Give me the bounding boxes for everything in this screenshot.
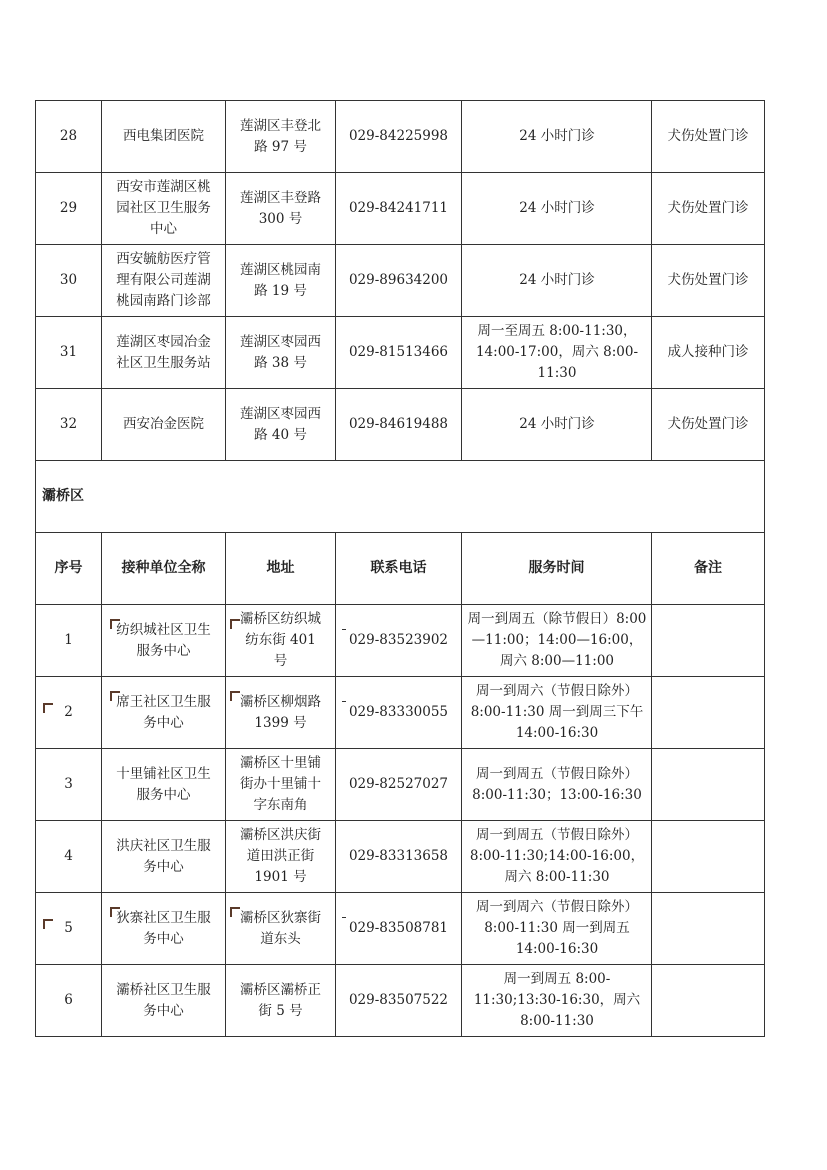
remark: 犬伤处置门诊	[652, 101, 765, 173]
unit-name: 狄寨社区卫生服务中心	[102, 893, 226, 965]
remark	[652, 605, 765, 677]
table-row	[36, 173, 765, 245]
service-time: 24 小时门诊	[462, 245, 652, 317]
remark: 成人接种门诊	[652, 317, 765, 389]
unit-phone: 029-82527027	[336, 749, 462, 821]
unit-address: 莲湖区丰登北路 97 号	[226, 101, 336, 173]
remark	[652, 965, 765, 1037]
unit-address: 灞桥区纺织城纺东街 401 号	[226, 605, 336, 677]
row-number: 1	[36, 605, 102, 677]
service-time: 周一到周五（节假日除外）8:00-11:30;14:00-16:00，周六 8:00-11:30	[462, 821, 652, 893]
unit-phone: 029-89634200	[336, 245, 462, 317]
table-row	[36, 749, 765, 821]
header-number: 序号	[36, 533, 102, 605]
unit-address: 灞桥区狄寨街道东头	[226, 893, 336, 965]
table-row	[36, 821, 765, 893]
remark: 犬伤处置门诊	[652, 245, 765, 317]
district-section-row	[36, 461, 765, 533]
unit-address: 灞桥区灞桥正街 5 号	[226, 965, 336, 1037]
row-number: 28	[36, 101, 102, 173]
edit-mark-icon	[43, 919, 53, 929]
service-time: 周一至周五 8:00-11:30，14:00-17:00，周六 8:00-11:30	[462, 317, 652, 389]
unit-address: 灞桥区洪庆街道田洪正街 1901 号	[226, 821, 336, 893]
row-number: 32	[36, 389, 102, 461]
row-number: 30	[36, 245, 102, 317]
edit-mark-icon	[230, 907, 240, 917]
service-time: 周一到周五（除节假日）8:00—11:00；14:00—16:00，周六 8:00—11:00	[462, 605, 652, 677]
remark	[652, 749, 765, 821]
remark: 犬伤处置门诊	[652, 173, 765, 245]
remark	[652, 893, 765, 965]
unit-name: 莲湖区枣园冶金社区卫生服务站	[102, 317, 226, 389]
table-row	[36, 101, 765, 173]
unit-name: 灞桥社区卫生服务中心	[102, 965, 226, 1037]
row-number: 4	[36, 821, 102, 893]
row-number: 3	[36, 749, 102, 821]
unit-phone: 029-83508781	[336, 893, 462, 965]
service-time: 24 小时门诊	[462, 389, 652, 461]
unit-address: 灞桥区柳烟路 1399 号	[226, 677, 336, 749]
vaccination-sites-table	[35, 100, 765, 1037]
header-service-time: 服务时间	[462, 533, 652, 605]
service-time: 周一到周六（节假日除外）8:00-11:30 周一到周五 14:00-16:30	[462, 893, 652, 965]
header-remark: 备注	[652, 533, 765, 605]
dash-mark-icon	[342, 629, 346, 630]
dash-mark-icon	[342, 701, 346, 702]
table-row	[36, 317, 765, 389]
unit-name: 席王社区卫生服务中心	[102, 677, 226, 749]
table-row	[36, 677, 765, 749]
edit-mark-icon	[230, 691, 240, 701]
table-row	[36, 893, 765, 965]
remark: 犬伤处置门诊	[652, 389, 765, 461]
unit-name: 西安市莲湖区桃园社区卫生服务中心	[102, 173, 226, 245]
unit-name: 西安毓舫医疗管理有限公司莲湖桃园南路门诊部	[102, 245, 226, 317]
edit-mark-icon	[110, 691, 120, 701]
unit-name: 纺织城社区卫生服务中心	[102, 605, 226, 677]
remark	[652, 821, 765, 893]
service-time: 周一到周六（节假日除外）8:00-11:30 周一到周三下午 14:00-16:30	[462, 677, 652, 749]
service-time: 24 小时门诊	[462, 173, 652, 245]
unit-address: 莲湖区桃园南路 19 号	[226, 245, 336, 317]
unit-phone: 029-83507522	[336, 965, 462, 1037]
unit-phone: 029-83523902	[336, 605, 462, 677]
table-row	[36, 605, 765, 677]
edit-mark-icon	[110, 619, 120, 629]
table-row	[36, 965, 765, 1037]
edit-mark-icon	[230, 619, 240, 629]
header-phone: 联系电话	[336, 533, 462, 605]
unit-phone: 029-84225998	[336, 101, 462, 173]
row-number: 5	[36, 893, 102, 965]
table-row	[36, 389, 765, 461]
unit-name: 洪庆社区卫生服务中心	[102, 821, 226, 893]
unit-phone: 029-84241711	[336, 173, 462, 245]
row-number: 31	[36, 317, 102, 389]
row-number: 6	[36, 965, 102, 1037]
row-number: 2	[36, 677, 102, 749]
edit-mark-icon	[43, 703, 53, 713]
dash-mark-icon	[342, 917, 346, 918]
row-number: 29	[36, 173, 102, 245]
unit-phone: 029-81513466	[336, 317, 462, 389]
district-title: 灞桥区	[36, 461, 765, 533]
table-row	[36, 245, 765, 317]
service-time: 周一到周五（节假日除外）8:00-11:30；13:00-16:30	[462, 749, 652, 821]
remark	[652, 677, 765, 749]
header-unit-name: 接种单位全称	[102, 533, 226, 605]
unit-address: 莲湖区丰登路 300 号	[226, 173, 336, 245]
unit-phone: 029-84619488	[336, 389, 462, 461]
service-time: 24 小时门诊	[462, 101, 652, 173]
unit-name: 西电集团医院	[102, 101, 226, 173]
unit-phone: 029-83330055	[336, 677, 462, 749]
service-time: 周一到周五 8:00-11:30;13:30-16:30，周六 8:00-11:30	[462, 965, 652, 1037]
unit-address: 莲湖区枣园西路 40 号	[226, 389, 336, 461]
header-address: 地址	[226, 533, 336, 605]
unit-name: 十里铺社区卫生服务中心	[102, 749, 226, 821]
unit-name: 西安冶金医院	[102, 389, 226, 461]
unit-phone: 029-83313658	[336, 821, 462, 893]
table-header-row	[36, 533, 765, 605]
unit-address: 莲湖区枣园西路 38 号	[226, 317, 336, 389]
unit-address: 灞桥区十里铺街办十里铺十字东南角	[226, 749, 336, 821]
edit-mark-icon	[110, 907, 120, 917]
